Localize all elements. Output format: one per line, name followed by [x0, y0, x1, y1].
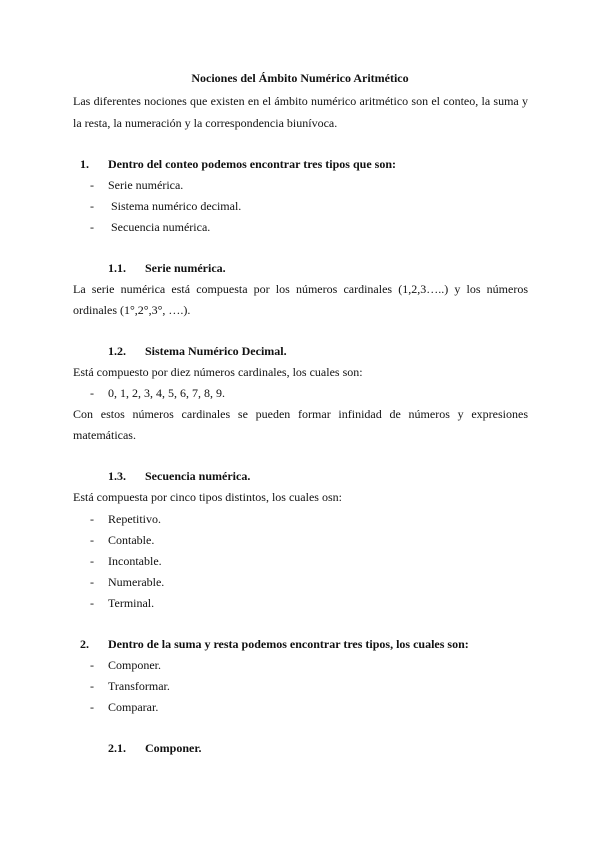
- list-dash: -: [90, 554, 94, 568]
- subsection-1-1-text-1: La serie numérica está compuesta por los números cardinales (1,2,3…..) y los números: [73, 282, 528, 296]
- subsection-1-2-text: Está compuesto por diez números cardinales, los cuales son:: [73, 365, 363, 379]
- subsection-1-2-text2-1: Con estos números cardinales se pueden formar infinidad de números y expresiones: [73, 407, 528, 421]
- section-1-number: 1.: [80, 157, 89, 171]
- list-item: Sistema numérico decimal.: [111, 199, 242, 213]
- subsection-1-3-text: Está compuesta por cinco tipos distintos, los cuales osn:: [73, 490, 342, 504]
- subsection-1-3-heading: Secuencia numérica.: [145, 469, 251, 483]
- subsection-2-1-heading: Componer.: [145, 741, 202, 755]
- subsection-1-2-heading: Sistema Numérico Decimal.: [145, 344, 287, 358]
- intro-line-2: la resta, la numeración y la correspondencia biunívoca.: [73, 116, 338, 130]
- list-dash: -: [90, 596, 94, 610]
- list-item: Repetitivo.: [108, 512, 161, 526]
- subsection-1-1-number: 1.1.: [108, 261, 126, 275]
- list-item: Secuencia numérica.: [111, 220, 211, 234]
- section-2-number: 2.: [80, 637, 89, 651]
- list-dash: -: [90, 700, 94, 714]
- list-dash: -: [90, 220, 94, 234]
- list-dash: -: [90, 199, 94, 213]
- subsection-1-1-heading: Serie numérica.: [145, 261, 226, 275]
- document-title: Nociones del Ámbito Numérico Aritmético: [191, 71, 409, 85]
- list-item: 0, 1, 2, 3, 4, 5, 6, 7, 8, 9.: [108, 386, 225, 400]
- intro-line-1: Las diferentes nociones que existen en el ámbito numérico aritmético son el conteo, la suma y: [73, 94, 528, 108]
- list-dash: -: [90, 575, 94, 589]
- subsection-1-3-number: 1.3.: [108, 469, 126, 483]
- list-item: Transformar.: [108, 679, 170, 693]
- list-item: Contable.: [108, 533, 155, 547]
- list-dash: -: [90, 658, 94, 672]
- list-item: Serie numérica.: [108, 178, 184, 192]
- list-item: Componer.: [108, 658, 161, 672]
- list-item: Incontable.: [108, 554, 162, 568]
- section-1-heading: Dentro del conteo podemos encontrar tres tipos que son:: [108, 157, 396, 171]
- list-dash: -: [90, 512, 94, 526]
- subsection-1-1-text-2: ordinales (1°,2°,3°, ….).: [73, 303, 191, 317]
- subsection-1-2-number: 1.2.: [108, 344, 126, 358]
- list-dash: -: [90, 533, 94, 547]
- list-item: Numerable.: [108, 575, 165, 589]
- list-dash: -: [90, 679, 94, 693]
- section-2-heading: Dentro de la suma y resta podemos encontrar tres tipos, los cuales son:: [108, 637, 469, 651]
- list-item: Terminal.: [108, 596, 155, 610]
- list-dash: -: [90, 178, 94, 192]
- list-item: Comparar.: [108, 700, 159, 714]
- list-dash: -: [90, 386, 94, 400]
- subsection-2-1-number: 2.1.: [108, 741, 126, 755]
- subsection-1-2-text2-2: matemáticas.: [73, 428, 136, 442]
